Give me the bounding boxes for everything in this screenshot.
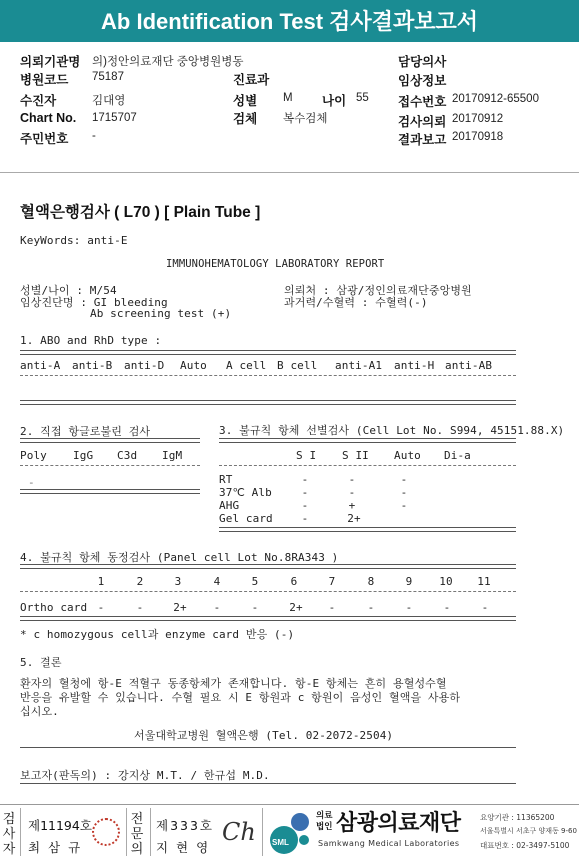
logo-small-2: 법인 [316,822,333,832]
abo-col-anti-ab: anti-AB [445,359,493,372]
age-value: 55 [356,92,369,104]
panel-cell: - [97,601,105,614]
screen-col-sii: S II [342,449,369,462]
abo-bottom-rule [20,400,516,405]
conclusion-line-2: 반응을 유발할 수 있습니다. 수혈 필요 시 E 항원과 c 항원이 음성인 혈액을 사용하 [20,691,461,704]
panel-cell: - [405,601,413,614]
section-conclusion-title: 5. 결론 [20,656,62,669]
inspector-seal-stamp [92,818,120,846]
screen-cell: + [348,499,356,512]
screen-col-si: S I [296,449,317,462]
receipt-label: 접수번호 [398,95,447,109]
specialist-label: 전문의 [130,812,144,857]
specialist-name: 지 현 영 [156,840,211,855]
dept-label: 진료과 [233,73,270,87]
screen-cell: - [301,486,309,499]
screen-row-label: RT [219,473,233,486]
panel-col: 11 [477,575,491,588]
dat-col-c3d: C3d [117,449,138,462]
panel-cell: - [443,601,451,614]
panel-col: 6 [290,575,298,588]
chart-label: Chart No. [20,111,77,125]
section-screen-title: 3. 불규칙 항체 선별검사 (Cell Lot No. S994, 45151.88.X) [219,424,565,437]
panel-col: 8 [367,575,375,588]
screen-col-auto: Auto [394,449,421,462]
report-title: 혈액은행검사 ( L70 ) [ Plain Tube ] [20,204,261,221]
screen-row-label: AHG [219,499,240,512]
panel-bottom-rule [20,616,516,621]
chart-value: 1715707 [92,112,137,124]
abo-col-auto: Auto [180,359,207,372]
org-english: Samkwang Medical Laboratories [318,839,460,848]
specialist-signature: Ch [222,818,256,846]
section-dat-title: 2. 직접 항글로불린 검사 [20,425,151,438]
footer-divider [0,804,579,805]
panel-col: 2 [136,575,144,588]
panel-col: 9 [405,575,413,588]
abo-col-rule [20,375,516,376]
receipt-value: 20170912-65500 [452,93,539,105]
panel-col: 1 [97,575,105,588]
screen-cell: - [301,473,309,486]
hospital-code-value: 75187 [92,71,124,83]
dat-col-igg: IgG [73,449,94,462]
panel-cell: - [213,601,221,614]
org-phone: 대표번호 : 02-3497-5100 [480,841,570,850]
clinical-label: 임상정보 [398,74,447,88]
transfusion-history: 과거력/수혈력 : 수혈력(-) [284,296,428,309]
screen-cell: - [400,486,408,499]
keywords: KeyWords: anti-E [20,234,128,247]
screen-cell: 2+ [347,512,361,525]
sex-age-line: 성별/나이 : M/54 [20,284,117,297]
section-abo-rule [20,350,516,355]
rrn-label: 주민번호 [20,132,69,146]
abo-col-anti-b: anti-B [72,359,113,372]
screen-bottom-rule [219,527,516,532]
conclusion-line-3: 십시오. [20,705,59,718]
screen-row-label: Gel card [219,512,273,525]
abo-col-anti-a: anti-A [20,359,61,372]
panel-col: 7 [328,575,336,588]
inspector-license: 제11194호 [28,818,92,833]
reporter-rule [20,783,516,784]
request-label: 검사의뢰 [398,115,447,129]
specimen-label: 검체 [233,112,258,126]
rrn-value: - [92,130,96,142]
request-value: 20170912 [452,113,504,125]
dat-col-rule [20,465,200,466]
panel-col-rule [20,591,516,592]
patient-value: 김대영 [92,95,126,107]
section-panel-rule [20,564,516,569]
footer-sep [126,808,127,856]
panel-row-label: Ortho card [20,601,88,614]
hospital-code-label: 병원코드 [20,73,69,87]
screen-col-dia: Di-a [444,449,471,462]
report-banner: Ab Identification Test 검사결과보고서 [0,0,579,42]
sex-label: 성별 [233,94,258,108]
age-label: 나이 [322,94,347,108]
section-abo-title: 1. ABO and RhD type : [20,334,162,347]
org-name: 삼광의료재단 [336,811,461,836]
lab-rule [20,747,516,748]
panel-col: 10 [439,575,453,588]
reporter-line: 보고자(판독의) : 강지상 M.T. / 한규섭 M.D. [20,769,270,782]
screen-cell: - [348,473,356,486]
panel-note: * c homozygous cell과 enzyme card 반응 (-) [20,628,295,641]
screen-cell: - [400,499,408,512]
institution-value: 의)정안의료재단 중앙병원병동 [92,56,244,68]
footer-sep [150,808,151,856]
abo-col-anti-d: anti-D [124,359,165,372]
screen-cell: - [301,499,309,512]
footer-sep [262,808,263,856]
section-panel-title: 4. 불규칙 항체 동정검사 (Panel cell Lot No.8RA343 ) [20,551,339,564]
conclusion-line-1: 환자의 혈청에 항-E 적혈구 동종항체가 존재합니다. 항-E 항체는 흔히 용혈성수혈 [20,677,447,690]
institution-label: 의뢰기관명 [20,55,81,69]
screen-cell: - [400,473,408,486]
panel-col: 4 [213,575,221,588]
panel-cell: - [481,601,489,614]
footer-sep [20,808,21,856]
dat-col-igm: IgM [162,449,183,462]
requesting-hospital: 의뢰처 : 삼광/정인의료재단중앙병원 [284,284,472,297]
abo-col-a-cell: A cell [226,359,267,372]
lab-report-heading: IMMUNOHEMATOLOGY LABORATORY REPORT [166,258,385,270]
section-screen-rule [219,438,516,443]
screening-line: Ab screening test (+) [90,307,232,320]
doctor-label: 담당의사 [398,55,447,69]
screen-col-rule [219,465,516,466]
panel-cell: - [136,601,144,614]
report-date-label: 결과보고 [398,133,447,147]
abo-col-b-cell: B cell [277,359,318,372]
header-divider [0,172,579,173]
panel-col: 5 [251,575,259,588]
screen-cell: - [301,512,309,525]
specimen-value: 복수검체 [283,113,328,125]
logo-small-1: 의료 [316,811,333,821]
institution-code: 요양기관 : 11365200 [480,813,555,822]
sex-value: M [283,92,293,104]
sml-logo-icon [268,810,312,856]
patient-label: 수진자 [20,94,57,108]
panel-cell: - [367,601,375,614]
dat-bottom-rule [20,489,200,494]
diagnosis-line: 임상진단명 : GI bleeding [20,296,168,309]
specialist-license: 제333호 [156,818,215,833]
inspector-name: 최 삼 규 [28,840,83,855]
abo-col-anti-a1: anti-A1 [335,359,383,372]
abo-col-anti-h: anti-H [394,359,435,372]
dat-col-poly: Poly [20,449,47,462]
dat-value: - [28,476,35,489]
screen-cell: - [348,486,356,499]
screen-row-label: 37℃ Alb [219,486,272,499]
panel-cell: - [251,601,259,614]
report-date-value: 20170918 [452,131,504,143]
panel-cell: 2+ [173,601,187,614]
lab-contact: 서울대학교병원 혈액은행 (Tel. 02-2072-2504) [134,729,394,742]
panel-cell: 2+ [289,601,303,614]
panel-col: 3 [174,575,182,588]
panel-cell: - [328,601,336,614]
section-dat-rule [20,438,200,443]
logo-badge: SML [272,838,289,847]
org-address: 서울특별시 서초구 양재동 9-60 [480,827,577,835]
inspector-label: 검사자 [2,812,16,857]
